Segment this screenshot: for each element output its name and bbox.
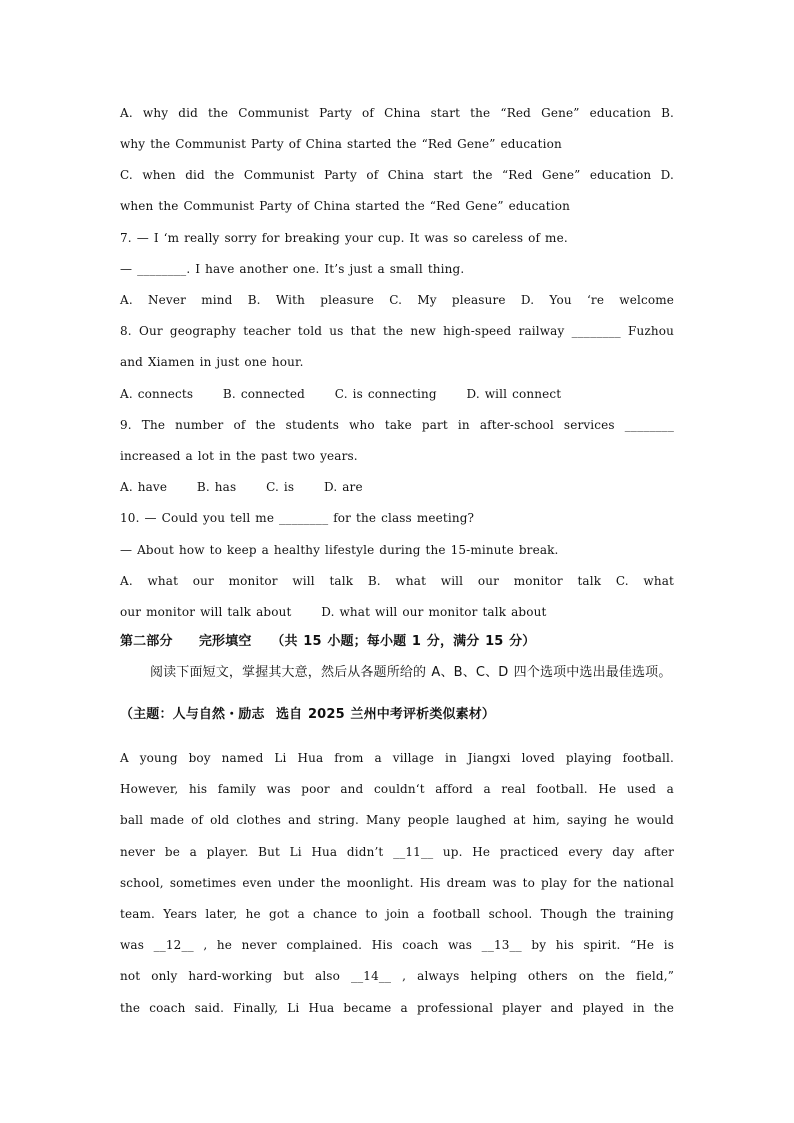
question-9-options: A. have B. has C. is D. are bbox=[120, 480, 363, 494]
question-10-stem: 10. — Could you tell me ________ for the class meeting? bbox=[120, 511, 475, 525]
passage-theme: （主题：人与自然・励志 选自 2025 兰州中考评析类似素材） bbox=[120, 707, 496, 722]
question-9-stem: 9. The number of the students who take part in after-school services ________ bbox=[120, 418, 674, 432]
question-8-options: A. connects B. connected C. is connecting D. will connect bbox=[120, 387, 562, 401]
question-option-line: why the Communist Party of China started the “Red Gene” education bbox=[120, 137, 562, 151]
question-option-line: when the Communist Party of China started the “Red Gene” education bbox=[120, 199, 571, 213]
section-heading: 第二部分 完形填空 （共 15 小题；每小题 1 分，满分 15 分） bbox=[120, 634, 536, 649]
passage-line: was __12__ , he never complained. His coach was __13__ by his spirit. “He is bbox=[120, 938, 674, 952]
question-10-options: A. what our monitor will talk B. what will our monitor talk C. what bbox=[120, 574, 674, 588]
question-8-stem-cont: and Xiamen in just one hour. bbox=[120, 355, 304, 369]
passage-line: not only hard-working but also __14__ , always helping others on the field,” bbox=[120, 969, 674, 983]
question-9-stem-cont: increased a lot in the past two years. bbox=[120, 449, 358, 463]
question-option-line: C. when did the Communist Party of China start the “Red Gene” education D. bbox=[120, 168, 674, 182]
passage-line: school, sometimes even under the moonlight. His dream was to play for the national bbox=[120, 876, 674, 890]
question-7-options: A. Never mind B. With pleasure C. My pleasure D. You ‘re welcome bbox=[120, 293, 674, 307]
question-10-reply: — About how to keep a healthy lifestyle during the 15-minute break. bbox=[120, 543, 559, 557]
question-8-stem: 8. Our geography teacher told us that the new high-speed railway ________ Fuzhou bbox=[120, 324, 674, 338]
passage-line: A young boy named Li Hua from a village in Jiangxi loved playing football. bbox=[120, 751, 674, 765]
passage-line: However, his family was poor and couldn‘t afford a real football. He used a bbox=[120, 782, 674, 796]
question-7-reply: — ________. I have another one. It’s just a small thing. bbox=[120, 262, 465, 276]
passage-line: team. Years later, he got a chance to join a football school. Though the training bbox=[120, 907, 674, 921]
passage-line: never be a player. But Li Hua didn’t __11__ up. He practiced every day after bbox=[120, 845, 674, 859]
question-10-options-cont: our monitor will talk about D. what will our monitor talk about bbox=[120, 605, 547, 619]
section-instruction: 阅读下面短文，掌握其大意，然后从各题所给的 A、B、C、D 四个选项中选出最佳选项。 bbox=[150, 665, 672, 680]
question-7-stem: 7. — I ‘m really sorry for breaking your cup. It was so careless of me. bbox=[120, 231, 568, 245]
passage-line: the coach said. Finally, Li Hua became a professional player and played in the bbox=[120, 1001, 674, 1015]
question-option-line: A. why did the Communist Party of China start the “Red Gene” education B. bbox=[120, 106, 674, 120]
passage-line: ball made of old clothes and string. Many people laughed at him, saying he would bbox=[120, 813, 674, 827]
